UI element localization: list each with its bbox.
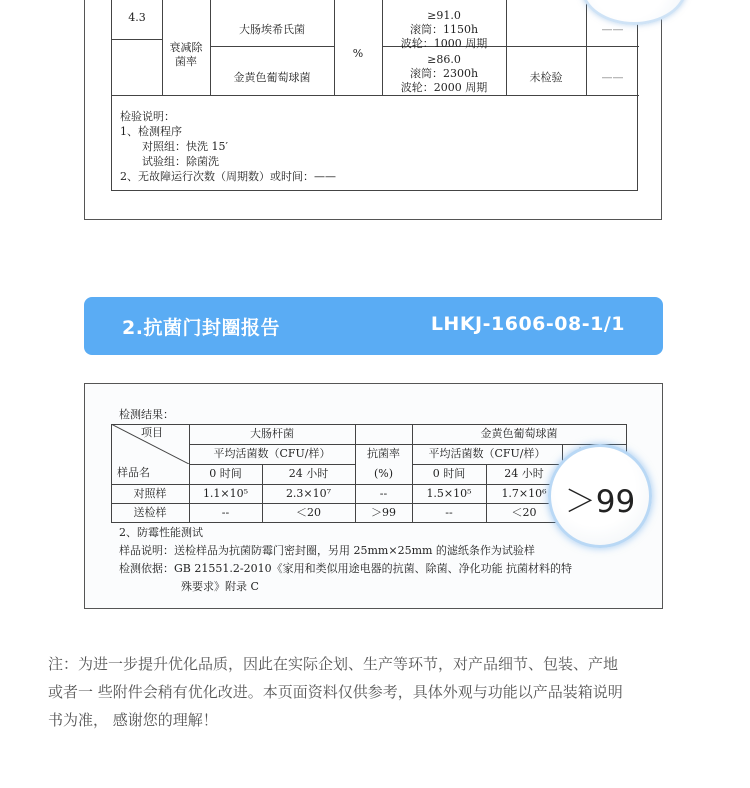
inspection-notes: [120, 109, 336, 184]
report-code: LHKJ-1606-08-1/1: [430, 313, 625, 335]
table-cell: ＜20: [511, 506, 537, 519]
grid-line: [112, 95, 639, 96]
requirement-line: 波轮：2000 周期: [400, 81, 488, 94]
grid-line: [112, 39, 162, 40]
notes-heading: 检验说明：: [120, 110, 175, 123]
table-cell: 1.5×10⁵: [426, 487, 472, 500]
magnifier-circle: [548, 444, 652, 548]
banner-title: 2.抗菌门封圈报告: [122, 317, 280, 339]
test-report-image-2: [84, 383, 663, 609]
results-label: 检测结果：: [119, 408, 174, 421]
table-cell: --: [445, 506, 453, 519]
requirement-line: 滚筒：2300h: [409, 67, 479, 80]
corner-item-label: 项目: [141, 426, 163, 439]
table-cell: 1.7×10⁶: [501, 487, 547, 500]
group-header: 大肠杆菌: [250, 427, 294, 440]
note-line: 书为准， 感谢您的理解！: [48, 711, 218, 729]
grid-line: [412, 464, 562, 465]
notes-line: 对照组：快洗 15′: [142, 140, 228, 153]
item-number: 4.3: [128, 11, 146, 24]
sample-name: 对照样: [133, 487, 167, 500]
organism-name: 金黄色葡萄球菌: [233, 71, 311, 84]
time-header: 0 时间: [209, 467, 242, 480]
requirement-line: 滚筒：1150h: [409, 23, 479, 36]
test-basis: 检测依据：GB 21551.2-2010《家用和类似用途电器的抗菌、除菌、净化功能 抗菌材料的特: [119, 562, 573, 575]
grid-line: [189, 444, 626, 445]
table-cell: 2.3×10⁷: [285, 487, 332, 500]
requirement-line: ≥91.0: [427, 9, 461, 22]
sample-name: 送检样: [133, 506, 167, 519]
corner-sample-label: 样品名: [117, 466, 150, 479]
table-cell: --: [379, 487, 388, 500]
time-header: 0 时间: [432, 467, 466, 480]
table-cell: --: [221, 506, 230, 519]
result-value: 未检验: [529, 71, 563, 84]
section-banner: [84, 297, 663, 355]
sample-description: 样品说明：送检样品为抗菌防霉门密封圈，另用 25mm×25mm 的滤纸条作为试验样: [119, 544, 535, 557]
grid-line: [111, 522, 626, 523]
avg-count-header: 平均活菌数（CFU/样）: [213, 447, 331, 460]
report1-table: [111, 0, 638, 191]
requirement-line: ≥86.0: [427, 53, 461, 66]
table-cell: ＞99: [371, 506, 396, 519]
notes-line: 2、无故障运行次数（周期数）或时间：——: [120, 170, 336, 183]
disclaimer-note: [48, 650, 708, 734]
dash-value: ——: [601, 23, 624, 36]
time-header: 24 小时: [288, 467, 329, 480]
group-label: 衰减除: [169, 41, 203, 54]
grid-line: [210, 46, 334, 47]
table-cell: ＜20: [296, 506, 321, 519]
dash-value: ——: [601, 71, 624, 84]
group-label: 菌率: [175, 55, 197, 68]
unit-label: %: [352, 47, 364, 60]
test-report-image-1: [84, 0, 662, 220]
group-header: 金黄色葡萄球菌: [480, 427, 558, 440]
notes-line: 试验组：除菌洗: [142, 155, 219, 168]
requirement-line: 波轮：1000 周期: [400, 37, 488, 50]
note-line: 或者一 些附件会稍有优化改进。本页面资料仅供参考，具体外观与功能以产品装箱说明: [48, 683, 623, 701]
rate-header: 抗菌率: [367, 447, 400, 460]
notes-line: 1、检测程序: [120, 125, 182, 138]
grid-line: [189, 464, 355, 465]
magnified-value: ＞99: [564, 484, 636, 520]
test-basis-cont: 殊要求》附录 C: [181, 580, 259, 593]
rate-unit: (%): [373, 467, 394, 480]
section-heading: 2、防霉性能测试: [119, 526, 203, 539]
note-line: 注：为进一步提升优化品质，因此在实际企划、生产等环节，对产品细节、包装、产地: [48, 655, 619, 673]
table-cell: 1.1×10⁵: [202, 487, 249, 500]
time-header: 24 小时: [504, 467, 544, 480]
avg-count-header: 平均活菌数（CFU/样）: [428, 447, 546, 460]
organism-name: 大肠埃希氏菌: [239, 23, 305, 36]
